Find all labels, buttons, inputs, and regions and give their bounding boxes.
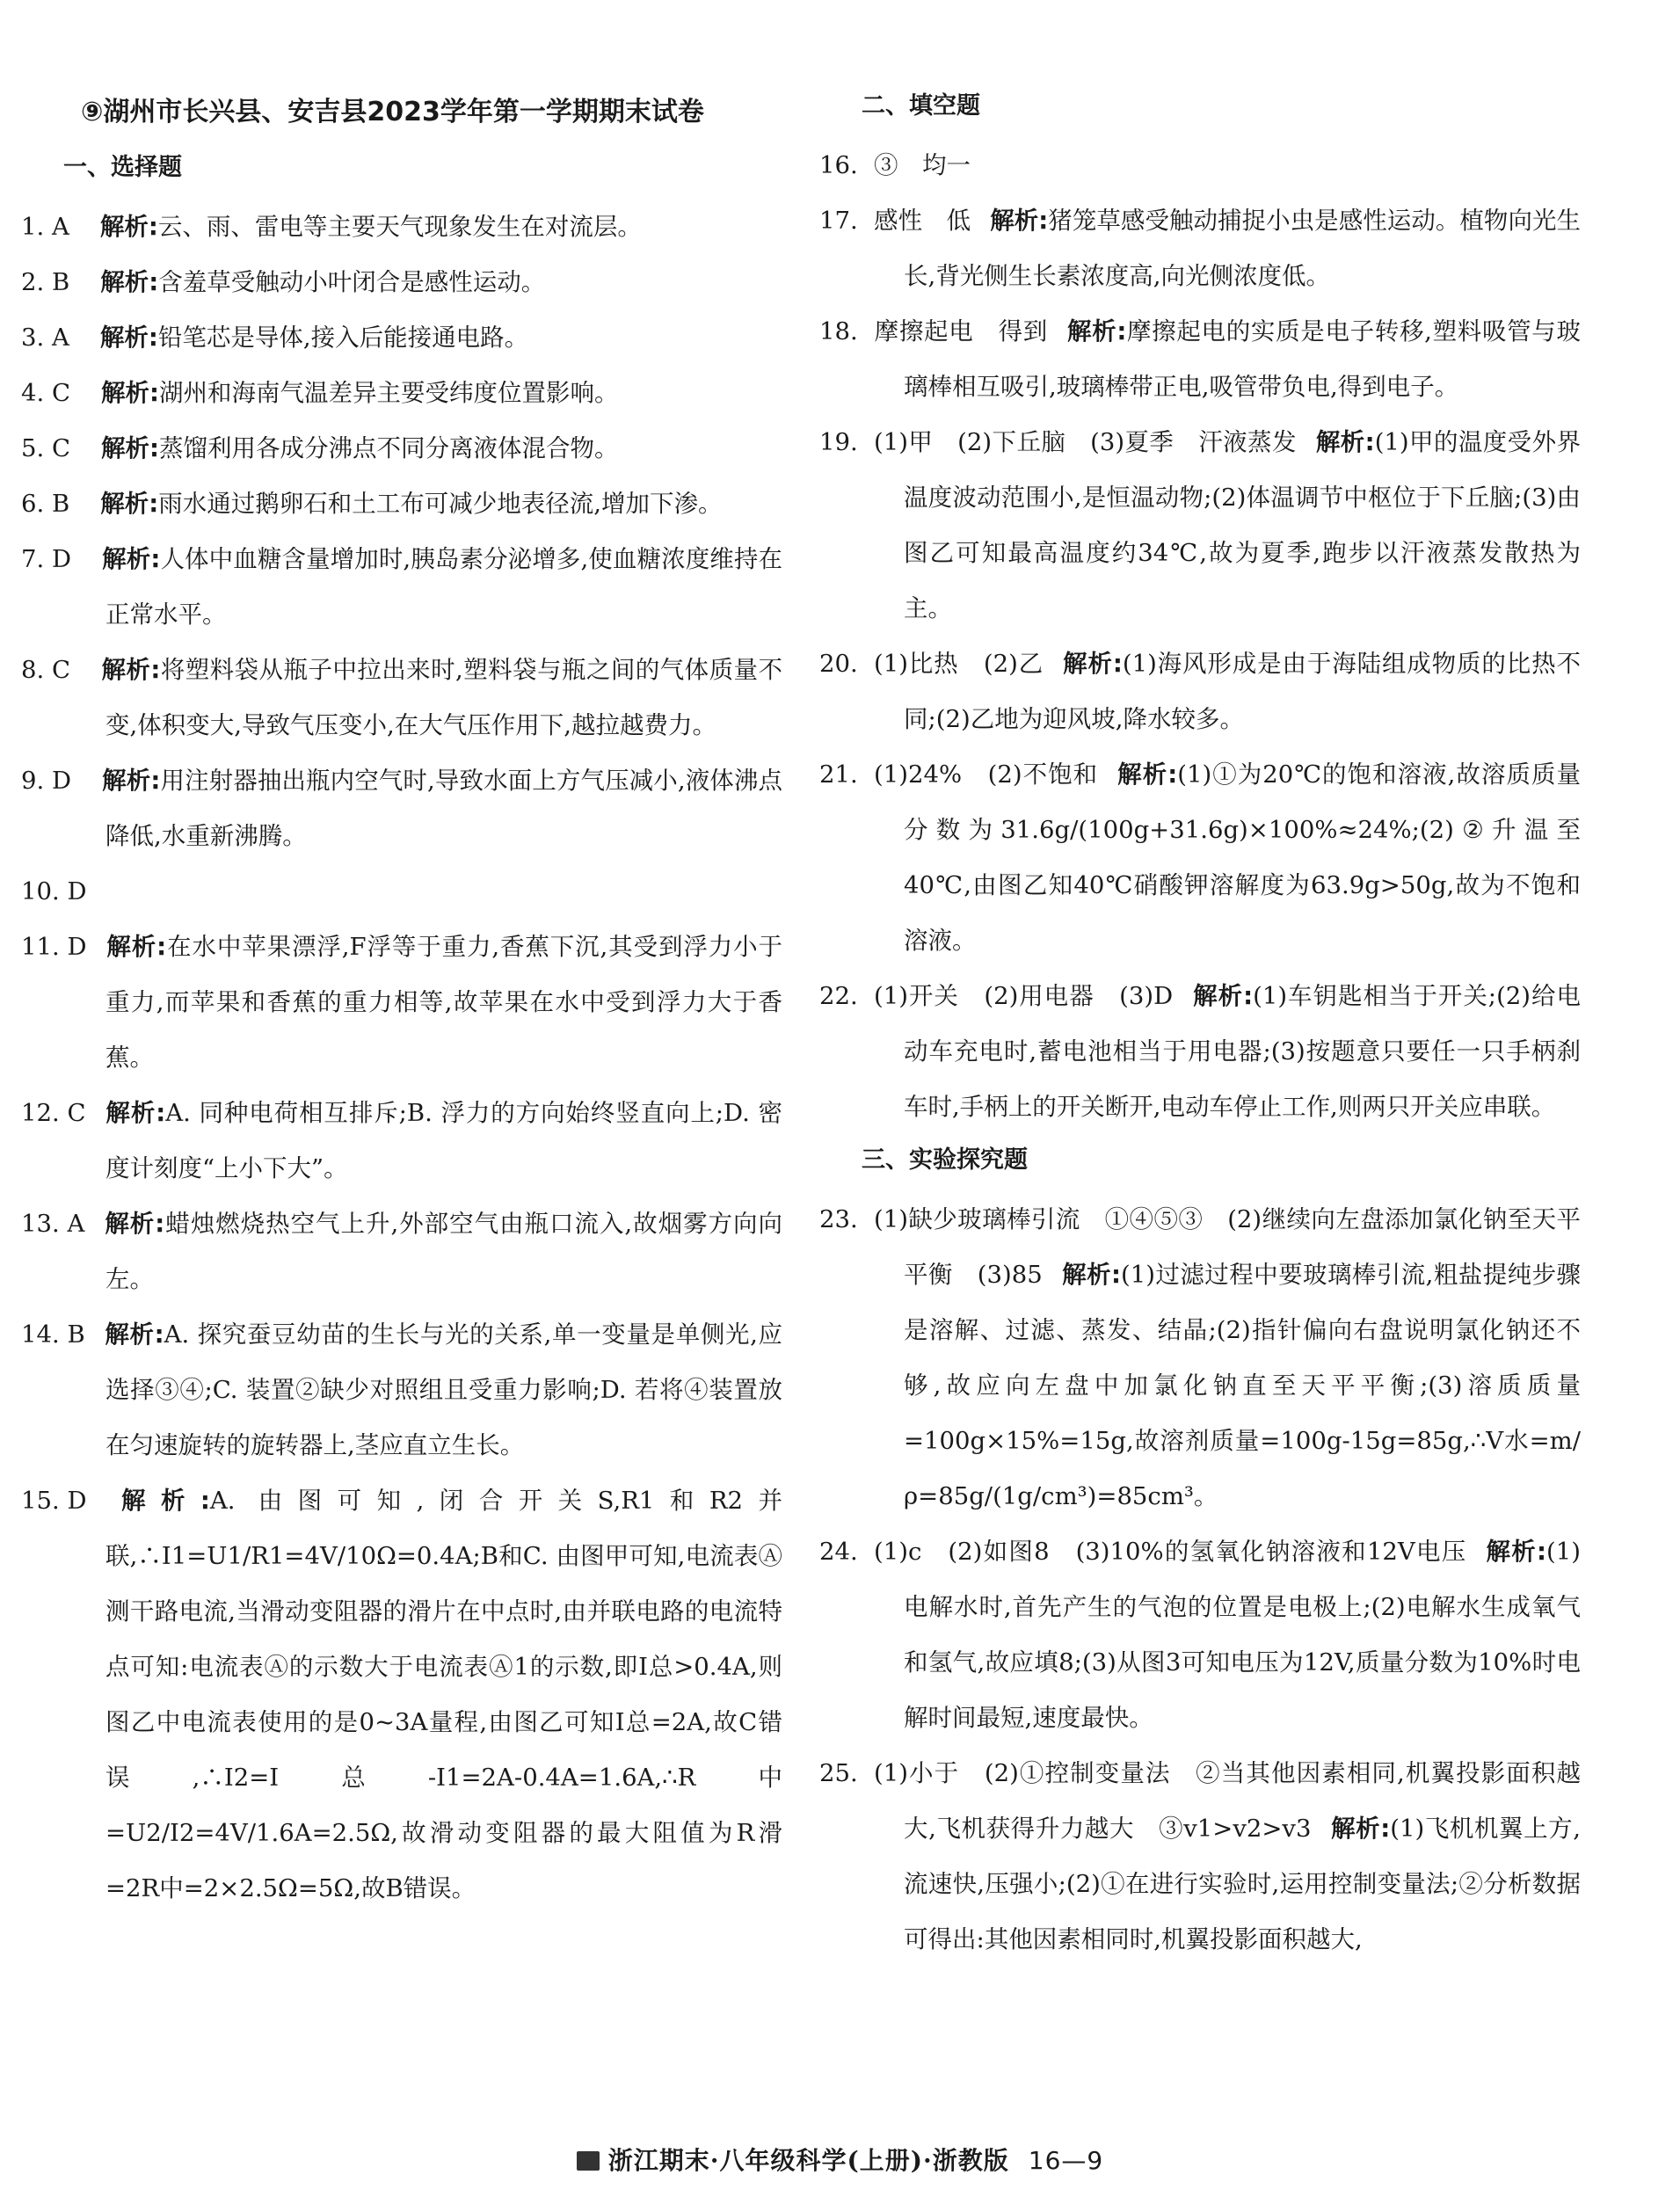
answer-item: 7. D 解析:人体中血糖含量增加时,胰岛素分泌增多,使血糖浓度维持在正常水平。 <box>21 545 782 629</box>
answer-item: 10. D <box>21 877 87 906</box>
answer-item: 11. D 解析:在水中苹果漂浮,F浮等于重力,香蕉下沉,其受到浮力小于重力,而苹果和香蕉的重力相等,故苹果在水中受到浮力大于香蕉。 <box>21 933 782 1072</box>
footer-title: 浙江期末·八年级科学(上册)·浙教版 <box>607 2146 1009 2175</box>
answer-item: 9. D 解析:用注射器抽出瓶内空气时,导致水面上方气压减小,液体沸点降低,水重新沸腾。 <box>21 767 782 850</box>
answer-item: 17. 感性 低 解析:猪笼草感受触动捕捉小虫是感性运动。植物向光生长,背光侧生长素浓度高,向光侧浓度低。 <box>819 207 1582 290</box>
page-footer <box>0 2142 1680 2177</box>
section-heading-fill: 二、填空题 <box>862 92 980 120</box>
answer-item: 23. (1)缺少玻璃棒引流 ①④⑤③ (2)继续向左盘添加氯化钠至天平平衡 (3)85 解析:(1)过滤过程中要玻璃棒引流,粗盐提纯步骤是溶解、过滤、蒸发、结晶;(2)指针偏向右盘说明氯化钠还不够,故应向左盘中加氯化钠直至天平平衡;(3)溶质质量=100g×15%=15g,故溶剂质量=100g-15g=85g,∴V水=m/ρ=85g/(1g/cm³)=85cm³。 <box>819 1205 1581 1510</box>
page-title: ⑨湖州市长兴县、安吉县2023学年第一学期期末试卷 <box>81 97 704 127</box>
answer-item: 16. ③ 均一 <box>819 151 971 179</box>
section-heading-experiment: 三、实验探究题 <box>862 1146 1028 1174</box>
answer-item: 25. (1)小于 (2)①控制变量法 ②当其他因素相同,机翼投影面积越大,飞机获得升力越大 ③v1>v2>v3 解析:(1)飞机机翼上方,流速快,压强小;(2)①在进行实验时,运用控制变量法;②分析数据可得出:其他因素相同时,机翼投影面积越大, <box>819 1759 1582 1953</box>
answer-item: 5. C 解析:蒸馏利用各成分沸点不同分离液体混合物。 <box>21 434 619 462</box>
answer-item: 14. B 解析:A. 探究蚕豆幼苗的生长与光的关系,单一变量是单侧光,应选择③④;C. 装置②缺少对照组且受重力影响;D. 若将④装置放在匀速旋转的旋转器上,茎应直立生长。 <box>21 1320 783 1459</box>
answer-item: 8. C 解析:将塑料袋从瓶子中拉出来时,塑料袋与瓶之间的气体质量不变,体积变大,导致气压变小,在大气压作用下,越拉越费力。 <box>21 656 782 739</box>
section-heading-choice: 一、选择题 <box>63 154 182 181</box>
answer-item: 1. A 解析:云、雨、雷电等主要天气现象发生在对流层。 <box>21 213 642 241</box>
answer-item: 4. C 解析:湖州和海南气温差异主要受纬度位置影响。 <box>21 379 619 407</box>
publisher-logo-icon <box>577 2151 600 2171</box>
left-column <box>21 81 783 1917</box>
answer-item: 24. (1)c (2)如图8 (3)10%的氢氧化钠溶液和12V电压 解析:(1)电解水时,首先产生的气泡的位置是电极上;(2)电解水生成氧气和氢气,故应填8;(3)从图3可知电压为12V,质量分数为10%时电解时间最短,速度最快。 <box>819 1538 1582 1732</box>
answer-item: 3. A 解析:铅笔芯是导体,接入后能接通电路。 <box>21 324 529 352</box>
answer-item: 2. B 解析:含羞草受触动小叶闭合是感性运动。 <box>21 268 546 296</box>
answer-item: 13. A 解析:蜡烛燃烧热空气上升,外部空气由瓶口流入,故烟雾方向向左。 <box>21 1210 783 1293</box>
answer-item: 19. (1)甲 (2)下丘脑 (3)夏季 汗液蒸发 解析:(1)甲的温度受外界温度波动范围小,是恒温动物;(2)体温调节中枢位于下丘脑;(3)由图乙可知最高温度约34℃,故为夏季,跑步以汗液蒸发散热为主。 <box>819 428 1581 622</box>
page-number: 16—9 <box>1028 2146 1104 2175</box>
right-column <box>819 81 1582 1968</box>
answer-item: 21. (1)24% (2)不饱和 解析:(1)①为20℃的饱和溶液,故溶质质量分数为31.6g/(100g+31.6g)×100%≈24%;(2)②升温至40℃,由图乙知40℃硝酸钾溶解度为63.9g>50g,故为不饱和溶液。 <box>819 760 1582 955</box>
answer-item: 12. C 解析:A. 同种电荷相互排斥;B. 浮力的方向始终竖直向上;D. 密度计刻度“上小下大”。 <box>21 1099 782 1182</box>
answer-item: 20. (1)比热 (2)乙 解析:(1)海风形成是由于海陆组成物质的比热不同;(2)乙地为迎风坡,降水较多。 <box>819 650 1582 733</box>
answer-item: 15. D 解析:A. 由图可知,闭合开关S,R1和R2并联,∴I1=U1/R1=4V/10Ω=0.4A;B和C. 由图甲可知,电流表Ⓐ测干路电流,当滑动变阻器的滑片在中点时,由并联电路的电流特点可知:电流表Ⓐ的示数大于电流表Ⓐ1的示数,即I总>0.4A,则图乙中电流表使用的是0~3A量程,由图乙可知I总=2A,故C错误,∴I2=I总-I1=2A-0.4A=1.6A,∴R中=U2/I2=4V/1.6A=2.5Ω,故滑动变阻器的最大阻值为R滑=2R中=2×2.5Ω=5Ω,故B错误。 <box>21 1487 783 1902</box>
answer-item: 18. 摩擦起电 得到 解析:摩擦起电的实质是电子转移,塑料吸管与玻璃棒相互吸引,玻璃棒带正电,吸管带负电,得到电子。 <box>819 317 1581 401</box>
answer-item: 22. (1)开关 (2)用电器 (3)D 解析:(1)车钥匙相当于开关;(2)给电动车充电时,蓄电池相当于用电器;(3)按题意只要任一只手柄刹车时,手柄上的开关断开,电动车停止工作,则两只开关应串联。 <box>819 982 1581 1121</box>
answer-item: 6. B 解析:雨水通过鹅卵石和土工布可减少地表径流,增加下渗。 <box>21 490 723 518</box>
